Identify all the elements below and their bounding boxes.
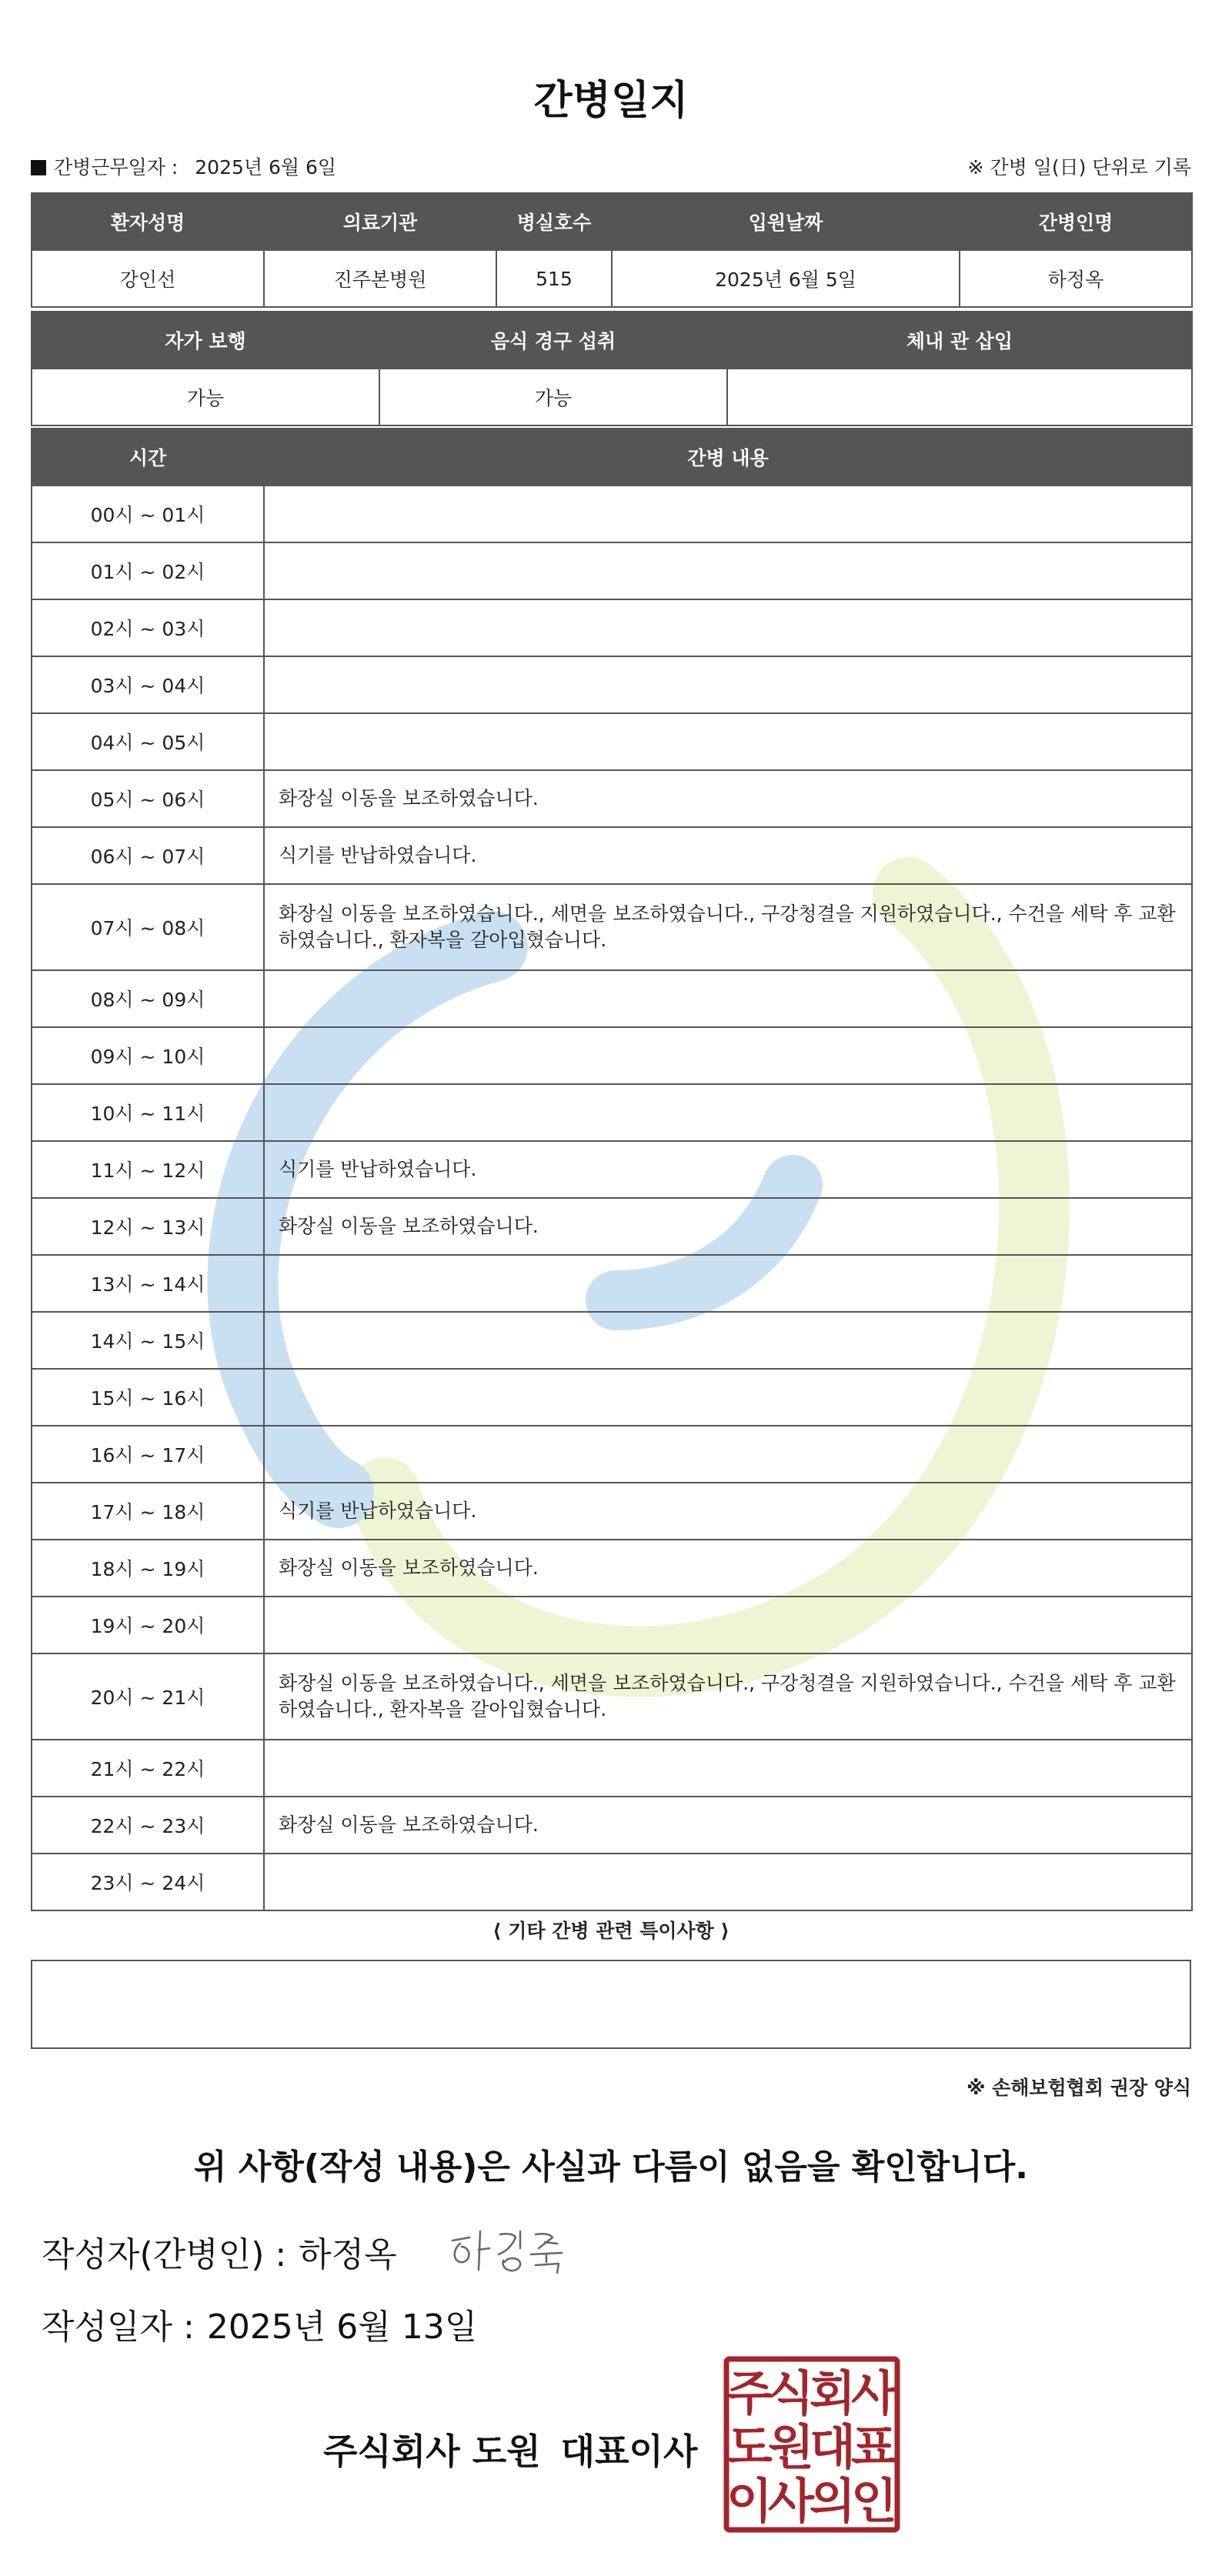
table-row xyxy=(32,1797,1192,1854)
time-slot: 15시 ~ 16시 xyxy=(32,1369,264,1426)
table-row xyxy=(32,486,1192,542)
time-slot: 11시 ~ 12시 xyxy=(32,1141,264,1198)
care-content xyxy=(264,1740,1192,1797)
table-row xyxy=(32,827,1192,884)
care-content: 화장실 이동을 보조하였습니다. xyxy=(264,770,1192,827)
writer-name: 하정옥 xyxy=(299,2235,397,2274)
table-row xyxy=(32,713,1192,770)
time-slot: 23시 ~ 24시 xyxy=(32,1854,264,1910)
header-tube-insertion: 체내 관 삽입 xyxy=(727,312,1192,369)
time-slot: 21시 ~ 22시 xyxy=(32,1740,264,1797)
time-slot: 00시 ~ 01시 xyxy=(32,486,264,542)
time-slot: 22시 ~ 23시 xyxy=(32,1797,264,1854)
table-row xyxy=(32,970,1192,1027)
header-oral-intake: 음식 경구 섭취 xyxy=(379,312,727,369)
care-content xyxy=(264,656,1192,713)
table-row xyxy=(32,1426,1192,1483)
square-bullet-icon xyxy=(31,160,46,175)
care-content xyxy=(264,1597,1192,1653)
header-patient-name: 환자성명 xyxy=(32,193,264,250)
time-slot: 05시 ~ 06시 xyxy=(32,770,264,827)
work-date-label: 간병근무일자 : xyxy=(54,156,179,179)
time-slot: 16시 ~ 17시 xyxy=(32,1426,264,1483)
time-slot: 07시 ~ 08시 xyxy=(32,884,264,970)
table-row xyxy=(32,1255,1192,1312)
time-slot: 13시 ~ 14시 xyxy=(32,1255,264,1312)
write-date-line xyxy=(42,2299,477,2348)
oral-intake-value: 가능 xyxy=(379,369,727,425)
care-content: 화장실 이동을 보조하였습니다. xyxy=(264,1797,1192,1854)
seal-character: 의 xyxy=(810,2473,856,2529)
time-slot: 12시 ~ 13시 xyxy=(32,1198,264,1255)
meta-row xyxy=(31,149,1191,180)
seal-character: 원 xyxy=(768,2419,814,2475)
hourly-rows xyxy=(32,486,1192,1910)
time-slot: 17시 ~ 18시 xyxy=(32,1483,264,1540)
header-admission-date: 입원날짜 xyxy=(612,193,960,250)
table-row xyxy=(32,1653,1192,1740)
care-content xyxy=(264,1854,1192,1910)
write-date-label: 작성일자 : xyxy=(42,2307,195,2347)
care-content xyxy=(264,713,1192,770)
care-content: 화장실 이동을 보조하였습니다., 세면을 보조하였습니다., 구강청결을 지원하였습니다., 수건을 세탁 후 교환하였습니다., 환자복을 갈아입혔습니다. xyxy=(264,884,1192,970)
unit-note: ※ 간병 일(日) 단위로 기록 xyxy=(967,156,1191,179)
seal-character: 사 xyxy=(851,2365,897,2421)
table-row xyxy=(32,1597,1192,1653)
seal-character: 대 xyxy=(810,2419,856,2475)
room-number: 515 xyxy=(496,250,612,307)
hospital-name: 진주본병원 xyxy=(264,250,496,307)
time-slot: 19시 ~ 20시 xyxy=(32,1597,264,1653)
care-content xyxy=(264,1255,1192,1312)
admission-date: 2025년 6월 5일 xyxy=(612,250,960,307)
table-row xyxy=(32,542,1192,599)
care-content xyxy=(264,486,1192,542)
time-slot: 06시 ~ 07시 xyxy=(32,827,264,884)
table-row xyxy=(32,884,1192,970)
time-slot: 09시 ~ 10시 xyxy=(32,1027,264,1084)
ceo-title: 대표이사 xyxy=(560,2431,698,2472)
seal-character: 식 xyxy=(768,2365,814,2421)
care-content xyxy=(264,599,1192,656)
table-row xyxy=(32,1198,1192,1255)
table-row xyxy=(32,1740,1192,1797)
time-slot: 01시 ~ 02시 xyxy=(32,542,264,599)
seal-character: 주 xyxy=(726,2365,773,2421)
tube-insertion-value xyxy=(727,369,1192,425)
care-content xyxy=(264,1369,1192,1426)
table-row xyxy=(32,1540,1192,1597)
table-row xyxy=(32,1483,1192,1540)
company-line xyxy=(323,2424,697,2474)
time-slot: 04시 ~ 05시 xyxy=(32,713,264,770)
table-row xyxy=(32,656,1192,713)
header-self-walking: 자가 보행 xyxy=(32,312,379,369)
care-content: 식기를 반납하였습니다. xyxy=(264,827,1192,884)
table-row xyxy=(32,1027,1192,1084)
table-row xyxy=(32,1141,1192,1198)
care-content: 화장실 이동을 보조하였습니다. xyxy=(264,1198,1192,1255)
care-content: 식기를 반납하였습니다. xyxy=(264,1141,1192,1198)
care-content xyxy=(264,1027,1192,1084)
table-row xyxy=(32,1854,1192,1910)
company-seal xyxy=(723,2356,900,2533)
header-caregiver-name: 간병인명 xyxy=(960,193,1192,250)
form-note: ※ 손해보험협회 권장 양식 xyxy=(967,2077,1191,2099)
care-content xyxy=(264,542,1192,599)
time-slot: 20시 ~ 21시 xyxy=(32,1653,264,1740)
time-slot: 14시 ~ 15시 xyxy=(32,1312,264,1369)
table-row xyxy=(32,1312,1192,1369)
care-content xyxy=(264,1426,1192,1483)
table-row xyxy=(32,770,1192,827)
seal-character: 표 xyxy=(851,2419,897,2475)
write-date-value: 2025년 6월 13일 xyxy=(206,2307,478,2347)
time-slot: 08시 ~ 09시 xyxy=(32,970,264,1027)
work-date xyxy=(31,152,336,180)
patient-info-table xyxy=(31,192,1193,308)
handwritten-signature xyxy=(446,2217,577,2279)
seal-character: 도 xyxy=(726,2419,773,2475)
care-content: 식기를 반납하였습니다. xyxy=(264,1483,1192,1540)
table-row xyxy=(32,599,1192,656)
header-room-number: 병실호수 xyxy=(496,193,612,250)
caregiver-name: 하정옥 xyxy=(960,250,1192,307)
remarks-title: ⟨ 기타 간병 관련 특이사항 ⟩ xyxy=(492,1920,730,1942)
patient-name: 강인선 xyxy=(32,250,264,307)
seal-character: 사 xyxy=(768,2473,814,2529)
time-slot: 18시 ~ 19시 xyxy=(32,1540,264,1597)
table-row xyxy=(32,1084,1192,1141)
work-date-value: 2025년 6월 6일 xyxy=(195,156,337,179)
seal-character: 인 xyxy=(851,2473,897,2529)
header-care-content: 간병 내용 xyxy=(264,429,1192,486)
care-content xyxy=(264,1084,1192,1141)
writer-label: 작성자(간병인) : xyxy=(42,2235,287,2274)
seal-character: 이 xyxy=(726,2473,773,2529)
time-slot: 02시 ~ 03시 xyxy=(32,599,264,656)
time-slot: 03시 ~ 04시 xyxy=(32,656,264,713)
care-content: 화장실 이동을 보조하였습니다. xyxy=(264,1540,1192,1597)
self-walking-value: 가능 xyxy=(32,369,379,425)
remarks-box xyxy=(31,1960,1191,2049)
seal-character: 회 xyxy=(810,2365,856,2421)
header-time: 시간 xyxy=(32,429,264,486)
care-content: 화장실 이동을 보조하였습니다., 세면을 보조하였습니다., 구강청결을 지원하였습니다., 수건을 세탁 후 교환하였습니다., 환자복을 갈아입혔습니다. xyxy=(264,1653,1192,1740)
writer-line xyxy=(42,2227,397,2276)
hourly-care-table xyxy=(31,428,1193,1911)
patient-status-table xyxy=(31,311,1193,426)
document-title: 간병일지 xyxy=(533,78,689,124)
header-hospital: 의료기관 xyxy=(264,193,496,250)
care-content xyxy=(264,970,1192,1027)
care-content xyxy=(264,1312,1192,1369)
table-row xyxy=(32,1369,1192,1426)
company-name: 주식회사 도원 xyxy=(323,2431,541,2472)
confirmation-statement: 위 사항(작성 내용)은 사실과 다름이 없음을 확인합니다. xyxy=(194,2147,1028,2187)
time-slot: 10시 ~ 11시 xyxy=(32,1084,264,1141)
